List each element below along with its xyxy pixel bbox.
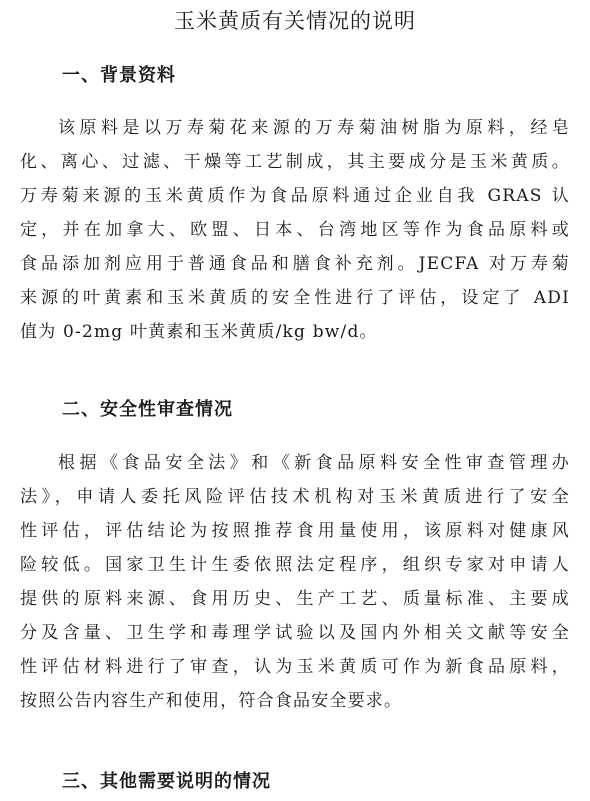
paragraph-line: 化、离心、过滤、干燥等工艺制成，其主要成分是玉米黄质。	[20, 152, 570, 172]
paragraph-line: 按照公告内容生产和使用，符合食品安全要求。	[20, 691, 403, 711]
paragraph-line: 法》，申请人委托风险评估技术机构对玉米黄质进行了安全	[20, 487, 570, 507]
paragraph-line: 根据《食品安全法》和《新食品原料安全性审查管理办	[58, 453, 570, 473]
paragraph-background	[20, 111, 570, 349]
paragraph-line: 性评估，评估结论为按照推荐食用量使用，该原料对健康风	[20, 521, 570, 541]
paragraph-line: 提供的原料来源、食用历史、生产工艺、质量标准、主要成	[20, 589, 570, 609]
paragraph-line: 性评估材料进行了审查，认为玉米黄质可作为新食品原料，	[20, 657, 570, 677]
document-title: 玉米黄质有关情况的说明	[174, 9, 416, 33]
paragraph-line: 食品添加剂应用于普通食品和膳食补充剂。JECFA 对万寿菊	[20, 254, 570, 274]
paragraph-safety-review	[20, 446, 570, 718]
paragraph-line: 万寿菊来源的玉米黄质作为食品原料通过企业自我 GRAS 认	[20, 186, 570, 206]
paragraph-line: 分及含量、卫生学和毒理学试验以及国内外相关文献等安全	[20, 623, 570, 643]
paragraph-line: 该原料是以万寿菊花来源的万寿菊油树脂为原料，经皂	[58, 118, 570, 138]
paragraph-line: 值为 0-2mg 叶黄素和玉米黄质/kg bw/d。	[20, 322, 378, 342]
paragraph-line: 来源的叶黄素和玉米黄质的安全性进行了评估，设定了 ADI	[20, 288, 570, 308]
section-heading-other-notes: 三、其他需要说明的情况	[62, 771, 271, 792]
section-heading-safety-review: 二、安全性审查情况	[62, 399, 233, 420]
section-heading-background: 一、背景资料	[62, 65, 176, 86]
paragraph-line: 定，并在加拿大、欧盟、日本、台湾地区等作为食品原料或	[20, 220, 570, 240]
paragraph-line: 险较低。国家卫生计生委依照法定程序，组织专家对申请人	[20, 555, 570, 575]
